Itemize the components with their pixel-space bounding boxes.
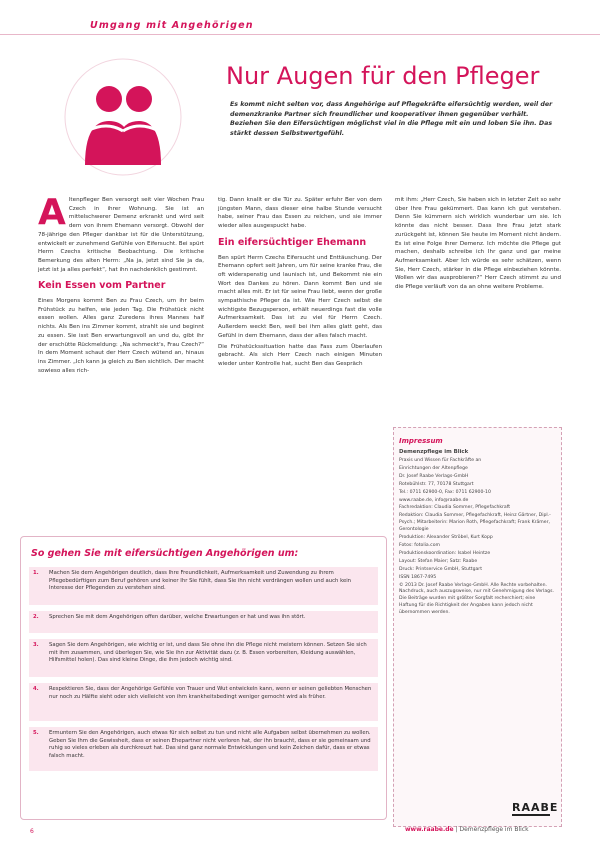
impressum-subtitle: Demenzpflege im Blick xyxy=(399,449,469,455)
lead-text: Es kommt nicht selten vor, dass Angehörige auf Pflegekräfte eifersüchtig werden, weil der demenzkranke Partner sich freundlicher und kooperativer ihnen gegenüber verhält. Beziehen Sie den Eifersüchtigen möglichst viel in die Pflege mit ein und loben Sie ihn. Das stärkt dessen Selbstwertgefühl. xyxy=(230,101,553,137)
impressum-box xyxy=(393,427,562,827)
impressum-line: Rotebühlstr. 77, 70178 Stuttgart xyxy=(399,481,474,487)
paragraph: tig. Dann knallt er die Tür zu. Später erfuhr Ber von dem jüngsten Mann, dass dieser eine halbe Stunde versucht habe, seiner Frau das Essen zu reichen, und sie immer wieder alles ausgespuckt habe. xyxy=(218,197,382,230)
paragraph: ltenpfleger Ben versorgt seit vier Wochen Frau Czech in ihrer Wohnung. Sie ist an mittelschwerer Demenz erkrankt und wird seit dem von ihrem Ehemann versorgt. Obwohl der 78-jährige den Pfleger dankbar ist für die Unterstützung, entwickelt er zunehmend Gefühle von Eifersucht. Bei spürt Herrn Czechs kritische Beobachtung. Die kritische Bemerkung des alten Herrn: „Na ja, jetzt sind Sie ja da, jetzt ist ja alles perfekt“, hat ihn nachdenklich gestimmt. xyxy=(38,197,204,273)
impressum-line: Fotos: fotolia.com xyxy=(399,542,440,548)
tip-item xyxy=(29,567,378,605)
tip-text: Machen Sie dem Angehörigen deutlich, dass Ihre Freundlichkeit, Aufmerksamkeit und Zuwendung zu ihrem Pflegebedürftigen zum Beruf gehören und keiner Ihr Sie fühlt, dass Sie ihn nicht verdrängen wollen und auch kein Interesse der Pflegenden zu verstehen sind. xyxy=(49,570,352,592)
impressum-title: Impressum xyxy=(399,437,443,445)
article-column-2 xyxy=(218,196,382,371)
tips-title: So gehen Sie mit eifersüchtigen Angehörigen um: xyxy=(31,548,299,559)
impressum-line: Produktionskoordination: Isabel Heintze xyxy=(399,550,491,556)
tip-number: 3. xyxy=(33,642,39,648)
paragraph: mit ihm: „Herr Czech, Sie haben sich in letzter Zeit so sehr über Ihre Frau gekümmert. Das kann ich gut verstehen. Denn Sie kümmern sich wirklich wunderbar um sie. Ich könnte das nicht besser. Dass Ihre Frau jetzt stark zurückgeht ist, können Sie heute im Moment nicht ändern. Es ist eine Folge ihrer Demenz. Ich möchte die Pflege gut machen, deshalb schreibe ich Ihr ganz und gar meine Aufmerksamkeit. Aber Ich würde es sehr schätzen, wenn Sie, Herr Czech, stärker in die Pflege einbeziehen könnte. Wollen wir das ausprobieren?“ Herr Czech stimmt zu und die Pflege verläuft von da an ohne weitere Probleme. xyxy=(395,197,561,291)
tip-item xyxy=(29,683,378,721)
impressum-line: Layout: Stefan Maier; Satz: Raabe xyxy=(399,558,478,564)
impressum-line: © 2013 Dr. Josef Raabe Verlags-GmbH. Alle Rechte vorbehalten. Nachdruck, auch auszugsweise, nur mit Genehmigung des Verlags. Die Beiträge wurden mit größter Sorgfalt recherchiert; eine Haftung für die Richtigkeit der Angaben kann jedoch nicht übernommen werden. xyxy=(399,582,554,616)
tip-number: 1. xyxy=(33,570,39,576)
impressum-line: Einrichtungen der Altenpflege xyxy=(399,465,468,471)
footer-publication: | Demenzpflege im Blick xyxy=(455,826,529,833)
impressum-line: Dr. Josef Raabe Verlags-GmbH xyxy=(399,473,469,479)
header-rule xyxy=(0,34,600,35)
impressum-line: Praxis und Wissen für Fachkräfte an xyxy=(399,458,482,463)
tips-box xyxy=(20,536,387,820)
impressum-line[interactable]: www.raabe.de, info@raabe.de xyxy=(399,497,469,503)
tip-text: Sagen Sie dem Angehörigen, wie wichtig er ist, und dass Sie ohne ihn die Pflege nicht meistern können. Setzen Sie sich mit ihm zusammen, und überlegen Sie, wie Sie ihn zur Aktivität dazu (z. B. Essen vorbereiten, Kleidung auswählen, Hilfsmittel holen). Das sind kleine Dinge, die ihm jedoch wichtig sind. xyxy=(49,642,367,664)
tip-number: 2. xyxy=(33,614,39,620)
article-column-1 xyxy=(38,192,204,377)
people-icon xyxy=(63,57,183,177)
tip-item xyxy=(29,727,378,771)
tip-item xyxy=(29,611,378,633)
page-title: Nur Augen für den Pfleger xyxy=(226,62,540,90)
impressum-line: Redaktion: Claudia Sommer, Pflegefachkraft, Heinz Gärtner, Dipl.-Psych.; Mitarbeiterin: Marion Roth, Pflegefachkraft; Frank Krämer, Gerontologie xyxy=(399,513,551,533)
footer-text xyxy=(405,826,529,833)
paragraph: Eines Morgens kommt Ben zu Frau Czech, um ihr beim Frühstück zu helfen, wie jeden Tag. Die Frühstück nicht essen wollen. Alles ganz Zuredens ihres Mannes half nichts. Als Ben ins Zimmer kommt, strahlt sie und beginnt zu essen. Sie isst Ben erwartungsvoll an und du, gibt ihr der erschütte Rückmeldung: „Na schmeckt's, Frau Czech?“ In dem Moment schaut der Herr Czech wütend an, hinaus ins Zimmer. „Ich kann ja gleich zu Ben sichtlich. Der macht sowieso alles rich- xyxy=(38,298,204,374)
tip-text: Ermuntern Sie den Angehörigen, auch etwas für sich selbst zu tun und nicht alle Aufgaben selbst übernehmen zu wollen. Geben Sie Ihm die Gewissheit, dass er seinen Ehepartner nicht verloren hat, der ihn braucht, dass er sie gemeinsam und ruhig so vieles erleben als durchkreuzt hat. Das sind ganz normale Entwicklungen und kein Zeichen dafür, dass er etwas falsch macht. xyxy=(49,730,371,759)
tip-number: 5. xyxy=(33,730,39,736)
paragraph: Die Frühstückssituation hatte das Fass zum Überlaufen gebracht. Als sich Herr Czech nach einigen Minuten wieder unter Kontrolle hat, sucht Ben das Gespräch xyxy=(218,343,382,367)
paragraph: Ben spürt Herrn Czechs Eifersucht und Enttäuschung. Der Ehemann opfert seit Jahren, um für seine kranke Frau, die oft widerspenstig und launisch ist, und Bekommt nie ein Wort des Dankes zu hören. Dann kommt Ben und sie macht alles mit. Er ist für seine Frau liebt, wenn der große sympathische Pfleger da ist. Wie Herr Czech selbst die wichtigste Bezugsperson, erhält neuerdings fast die volle Aufmerksamkeit. Das ist zu viel für Herrn Czech. Außerdem weckt Ben, weil bei ihm alles glatt geht, das Gefühl in dem Ehemann, dass der alles falsch macht. xyxy=(218,254,382,339)
article-column-3 xyxy=(395,196,561,294)
raabe-logo: RAABE xyxy=(512,801,559,814)
tip-text: Sprechen Sie mit dem Angehörigen offen darüber, welche Erwartungen er hat und was ihn stört. xyxy=(49,614,306,620)
section-label: Umgang mit Angehörigen xyxy=(90,20,254,31)
footer-site-link[interactable]: www.raabe.de xyxy=(405,826,454,833)
tip-text: Respektieren Sie, dass der Angehörige Gefühle von Trauer und Wut entwickeln kann, wenn er seinen geliebten Menschen nur noch zu Hälfte sieht oder sich vielleicht von ihm krankheitsbedingt weniger gemocht wird als früher. xyxy=(49,686,372,700)
impressum-line: Druck: Printservice GmbH, Stuttgart xyxy=(399,566,482,572)
subheading: Kein Essen vom Partner xyxy=(38,280,166,292)
impressum-body xyxy=(399,458,555,618)
drop-cap: A xyxy=(38,192,66,233)
impressum-line: Fachredaktion: Claudia Sommer, Pflegefachkraft xyxy=(399,505,511,511)
impressum-line: ISSN 1867-7495 xyxy=(399,574,437,580)
logo-underline xyxy=(512,814,550,816)
impressum-line: Produktion: Alexander Ströbel, Kurt Kopp xyxy=(399,535,493,541)
page-number: 6 xyxy=(30,828,34,835)
tip-item xyxy=(29,639,378,677)
tip-number: 4. xyxy=(33,686,39,692)
impressum-line: Tel.: 0711 62900-0, Fax: 0711 62900-10 xyxy=(399,489,491,495)
subheading: Ein eifersüchtiger Ehemann xyxy=(218,236,367,248)
